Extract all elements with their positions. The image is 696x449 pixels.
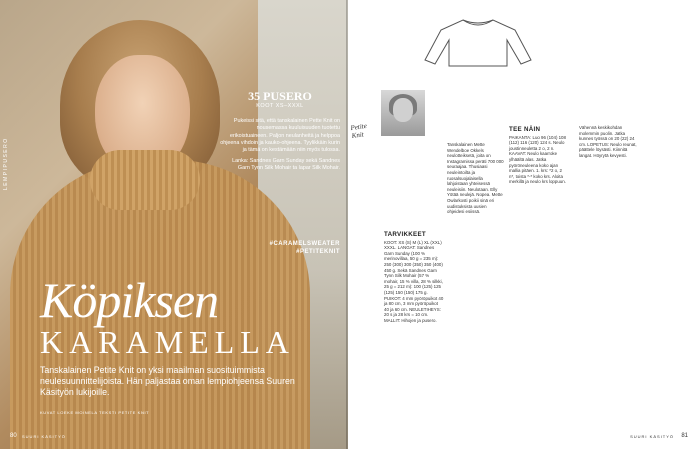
right-page [348, 0, 696, 449]
pattern-number: 35 PUSERO [248, 89, 312, 103]
hashtag: #CARAMELSWEATER [269, 241, 340, 247]
footer-right: SUURI KÄSITYÖ [630, 434, 674, 439]
section-tag: LEMPIPUSERO [3, 137, 9, 190]
sweater-sketch-icon [423, 16, 533, 68]
instructions-body: PAIKANTA: Luo 96 (104) 108 (112) 116 (120) 124 s. Neulo joustinneuletta 2 o, 2 n. KAAVAT: Neulo kaarroke ylhäältä alas. Jatka pyöröneuleena koko ajan mallia pitäen. 1. krs: *2 o, 2 n*, toista *-* koko krs. Aloita merkillä ja neulo krs loppuun. [509, 134, 566, 185]
tarvikkeet-column [384, 230, 444, 324]
tarvikkeet-body: KOOT: XS (S) M (L) XL (XXL) XXXL. LANGAT: Sandnes Garn Sunday (100 % merinovillaa, 50 g = 235 m): 250 (300) 300 (350) 350 (400) 450 g. Sekä Sandnes Garn Tynn Silk Mohair (57 % mohair, 15 % villa, 28 % silkki, 25 g = 212 m): 100 (125) 125 (125) 150 (150) 175 g. PUIKOT: 4 mm pyöröpuikot 40 ja 80 cm, 3 mm pyöröpuikot 40 ja 60 cm. NEULETIHEYS: 20 s ja 28 krs = 10 cm. MALLIT: Hihojen ja pusero. [384, 239, 444, 323]
instructions-column [509, 125, 567, 185]
yarn-note: Lanka: Sandnes Garn Sunday sekä Sandnes Garn Tynn Silk Mohair ta lapar Silk Mohair. [232, 158, 340, 172]
instructions-column-2: Vähennä keskikohdan molemmin puolin. Jatka kunnes työssä on 20 (22) 24 cm. LOPETUS: Neulo reunat, päättele löysästi. Kiinnitä langat. Höyrytä kevyesti. [579, 125, 637, 158]
sweater-sleeve [90, 150, 200, 210]
page-number-left: 80 [10, 433, 17, 439]
headline-top: Köpiksen [40, 272, 219, 328]
page-number-right: 81 [681, 433, 688, 439]
pattern-info [220, 90, 340, 173]
photo-credit: KUVAT LOEKE MOINELA TEKSTI PETITE KNIT [40, 410, 150, 415]
designer-bio: Tanskalainen Mette Wendelboe Okkels neulotteiksetä, joita on Instagramissa peräti 700 000 seuraajaa. Thusiaasi neuleintoilta ja ruosalsuojalaisella lahjoistaan yhteisessä neuleisiin. Neulotaan. Elly Yötää neulejä. Nopea. Mette Owlarkosti poikii sinä eri uudistuksista uusien ohjeidesi esiissä. [447, 142, 504, 215]
section-heading: TEE NÄIN [509, 126, 541, 133]
portrait-face [393, 98, 413, 122]
designer-portrait [381, 90, 425, 136]
hashtag: #PETITEKNIT [296, 249, 340, 255]
designer-signature: Petite Knit [350, 121, 368, 141]
headline-bottom: KARAMELLA [40, 324, 295, 360]
pattern-sizes: KOOT XS–XXXL [256, 103, 304, 109]
hashtags [245, 240, 340, 256]
lede-paragraph: Tanskalainen Petite Knit on yksi maailman suosituimmista neulesuunnittelijoista. Hän paljastaa oman lempiohjeensa Suuren Käsityön lukijoille. [40, 365, 295, 397]
pattern-intro: Pukeissi sitä, että tanskalainen Pette Knit on nousemassa kuuluisuuden tuotettu erikoistuaineen. Paljon neulanheitä ja helppoa ohjeena vihdoin ja kauko-ohjeena. Tyylikkäin kurin ja tämä on kestämään niin myös tulossa. [220, 118, 340, 154]
footer-left: SUURI KÄSITYÖ [22, 434, 66, 439]
section-heading: TARVIKKEET [384, 231, 426, 238]
